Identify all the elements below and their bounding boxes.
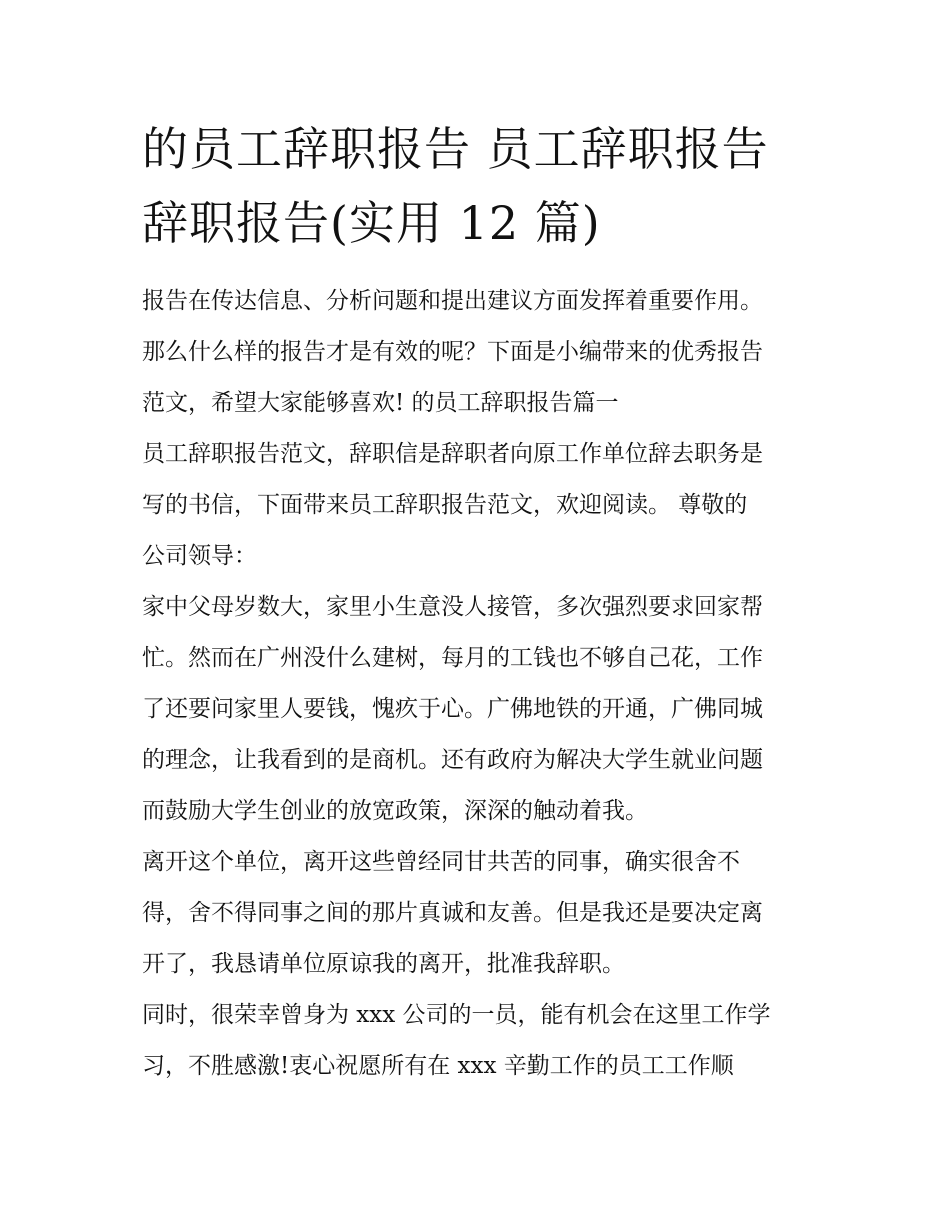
text-line: 同时，很荣幸曾身为 xxx 公司的一员，能有机会在这里工作学 (142, 1002, 771, 1028)
paragraph-intro (142, 276, 822, 429)
text-line: 报告在传达信息、分析问题和提出建议方面发挥着重要作用。 (142, 288, 763, 314)
title-line: 辞职报告(实用 12 篇) (142, 196, 601, 250)
text-line: 开了，我恳请单位原谅我的离开，批准我辞职。 (142, 951, 625, 977)
title-line: 的员工辞职报告 员工辞职报告 (142, 122, 769, 176)
paragraph-farewell (142, 837, 822, 990)
text-line: 范文，希望大家能够喜欢! 的员工辞职报告篇一 (142, 390, 619, 416)
text-line: 习，不胜感激!衷心祝愿所有在 xxx 辛勤工作的员工工作顺 (142, 1053, 734, 1079)
text-line: 了还要问家里人要钱，愧疚于心。广佛地铁的开通，广佛同城 (142, 696, 763, 722)
text-line: 而鼓励大学生创业的放宽政策，深深的触动着我。 (142, 798, 648, 824)
text-line: 家中父母岁数大，家里小生意没人接管，多次强烈要求回家帮 (142, 594, 763, 620)
text-line: 忙。然而在广州没什么建树，每月的工钱也不够自己花，工作 (142, 645, 763, 671)
text-line: 那么什么样的报告才是有效的呢？下面是小编带来的优秀报告 (142, 339, 763, 365)
document-title (142, 112, 822, 260)
paragraph-reason (142, 582, 822, 837)
paragraph-gratitude (142, 990, 822, 1092)
text-line: 员工辞职报告范文，辞职信是辞职者向原工作单位辞去职务是 (142, 441, 763, 467)
text-line: 得，舍不得同事之间的那片真诚和友善。但是我还是要决定离 (142, 900, 763, 926)
document-body (142, 276, 822, 1092)
text-line: 公司领导： (142, 543, 257, 569)
paragraph-sample-intro (142, 429, 822, 582)
text-line: 写的书信，下面带来员工辞职报告范文，欢迎阅读。 尊敬的 (142, 492, 748, 518)
text-line: 离开这个单位，离开这些曾经同甘共苦的同事，确实很舍不 (142, 849, 740, 875)
text-line: 的理念，让我看到的是商机。还有政府为解决大学生就业问题 (142, 747, 763, 773)
